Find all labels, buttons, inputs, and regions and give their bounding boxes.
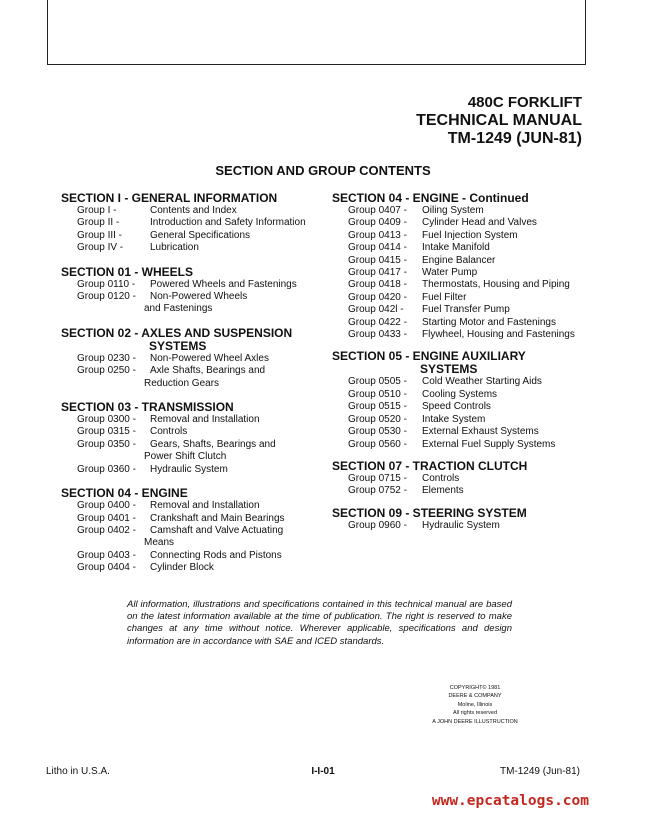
group-title: Contents and Index — [150, 205, 237, 216]
group-entry — [332, 267, 602, 279]
group-number: Group 0510 - — [348, 388, 407, 400]
group-number: Group I - — [77, 205, 117, 216]
group-title: Gears, Shafts, Bearings and — [150, 438, 276, 450]
group-entry — [61, 205, 331, 217]
group-entry — [332, 414, 602, 426]
group-number: Group 0404 - — [77, 562, 136, 574]
group-number: Group 0520 - — [348, 413, 407, 425]
section-title — [332, 192, 602, 205]
group-number: Group 0715 - — [348, 472, 407, 484]
copyright-line: COPYRIGHT© 1981 — [449, 685, 501, 691]
group-number: Group 0120 - — [77, 291, 136, 303]
section-block — [332, 507, 602, 532]
disclaimer-notice: All information, illustrations and specifications contained in this technical manual are based on the latest information available at the time of publication. The right is reserved to make changes at any time without notice. Wherever applicable, specifications and design information are in accordance with SAE and ICED standards. — [127, 599, 512, 647]
group-number: Group 0407 - — [348, 205, 407, 216]
group-number: Group 0360 - — [77, 463, 136, 475]
copyright-illustration: A JOHN DEERE ILLUSTRUCTION — [432, 718, 518, 725]
group-title: External Fuel Supply Systems — [422, 438, 556, 450]
group-number: Group 0230 - — [77, 352, 136, 364]
group-number: Group 0414 - — [348, 242, 407, 254]
group-number: Group 0505 - — [348, 376, 407, 388]
section-title-continued: SYSTEMS — [149, 338, 207, 353]
watermark-url[interactable]: www.epcatalogs.com — [431, 793, 589, 809]
group-title: Introduction and Safety Information — [150, 217, 306, 229]
copyright-location: Moline, Illinois — [457, 701, 493, 708]
header-frame — [47, 0, 586, 65]
group-number: Group 0433 - — [348, 329, 407, 341]
group-number: Group 0515 - — [348, 401, 407, 413]
section-title — [61, 327, 331, 353]
footer-printed-in: Litho in U.S.A. — [46, 766, 110, 777]
section-block — [61, 401, 331, 476]
group-entry — [61, 353, 331, 365]
group-entry — [332, 255, 602, 267]
group-title: Speed Controls — [422, 401, 491, 413]
group-entry — [332, 485, 602, 497]
group-title: Cold Weather Starting Aids — [422, 376, 542, 388]
group-entry — [332, 317, 602, 329]
group-title: Cooling Systems — [422, 388, 498, 400]
copyright-rights: All rights reserved — [452, 710, 498, 717]
group-number: Group 0417 - — [348, 267, 407, 279]
group-number: Group 0315 - — [77, 426, 136, 438]
group-entry — [61, 291, 331, 316]
section-block — [332, 192, 602, 341]
group-number: Group 0110 - — [77, 278, 136, 290]
group-entry — [332, 376, 602, 388]
group-title: Fuel Transfer Pump — [422, 304, 510, 316]
group-number: Group 0422 - — [348, 316, 407, 328]
section-title — [61, 487, 331, 500]
section-block — [61, 327, 331, 390]
group-number: Group 0530 - — [348, 426, 407, 438]
group-number: Group 0350 - — [77, 438, 136, 450]
group-number: Group II - — [77, 217, 120, 229]
group-entry — [332, 329, 602, 341]
group-number: Group 0403 - — [77, 549, 136, 561]
section-title-text: SECTION 05 - ENGINE AUXILIARY — [332, 349, 526, 364]
manual-number: TM-1249 (JUN-81) — [447, 130, 582, 147]
group-title: External Exhaust Systems — [422, 426, 539, 438]
group-entry — [332, 520, 602, 532]
section-title-text: SECTION 03 - TRANSMISSION — [61, 400, 234, 415]
group-number: Group 0250 - — [77, 365, 136, 377]
group-entry — [61, 242, 331, 254]
group-number: Group 0415 - — [348, 254, 407, 266]
group-number: Group 0560 - — [348, 438, 407, 450]
group-entry — [61, 414, 331, 426]
section-title-continued: SYSTEMS — [420, 362, 478, 377]
section-title-text: SECTION 09 - STEERING SYSTEM — [332, 505, 527, 520]
section-title — [332, 350, 602, 376]
section-title-text: SECTION 04 - ENGINE - Continued — [332, 191, 529, 205]
group-entry — [332, 473, 602, 485]
group-title-continued: Reduction Gears — [144, 377, 220, 389]
group-entry — [332, 217, 602, 229]
section-title-text: SECTION 01 - WHEELS — [61, 264, 194, 279]
manual-model-title: 480C FORKLIFT — [467, 94, 582, 111]
section-title — [332, 507, 602, 520]
group-number: Group 0409 - — [348, 217, 407, 229]
contents-left-column — [61, 192, 331, 575]
group-entry — [61, 365, 331, 390]
section-block — [332, 460, 602, 498]
footer-page-number: I-I-01 — [311, 766, 335, 777]
group-title: Non-Powered Wheel Axles — [150, 352, 269, 364]
section-title-text: SECTION 07 - TRACTION CLUTCH — [332, 458, 528, 473]
group-entry — [61, 217, 331, 229]
section-block — [61, 192, 331, 255]
group-title: Controls — [422, 472, 460, 484]
group-entry — [61, 513, 331, 525]
group-title: Intake Manifold — [422, 242, 490, 254]
group-title: Intake System — [422, 413, 486, 425]
group-title: Starting Motor and Fastenings — [422, 316, 556, 328]
group-number: Group 0401 - — [77, 512, 136, 524]
group-entry — [61, 500, 331, 512]
group-entry — [61, 230, 331, 242]
group-title: Lubrication — [150, 242, 199, 254]
group-number: Group 0402 - — [77, 524, 136, 536]
group-entry — [332, 401, 602, 413]
group-title: Connecting Rods and Pistons — [150, 549, 282, 561]
group-title: Controls — [150, 426, 188, 438]
group-title: Cylinder Head and Valves — [422, 217, 537, 229]
group-entry — [332, 205, 602, 217]
group-number: Group 042l - — [348, 304, 404, 316]
group-entry — [332, 292, 602, 304]
group-entry — [61, 562, 331, 574]
group-number: Group 0300 - — [77, 414, 136, 426]
group-title-continued: Means — [144, 537, 175, 549]
group-number: Group III - — [77, 229, 123, 241]
group-title: Thermostats, Housing and Piping — [422, 279, 570, 291]
group-title-continued: and Fastenings — [144, 303, 213, 315]
group-title: Oiling System — [422, 205, 484, 216]
group-entry — [332, 389, 602, 401]
section-title — [332, 460, 602, 473]
section-block — [61, 487, 331, 574]
group-number: Group 0418 - — [348, 279, 407, 291]
group-entry — [61, 550, 331, 562]
section-title — [61, 192, 331, 205]
group-number: Group 0420 - — [348, 291, 407, 303]
group-title: Crankshaft and Main Bearings — [150, 512, 285, 524]
group-title-continued: Power Shift Clutch — [144, 451, 227, 463]
group-entry — [61, 426, 331, 438]
group-entry — [332, 242, 602, 254]
group-title: Elements — [422, 485, 464, 497]
group-number: Group 0413 - — [348, 229, 407, 241]
group-number: Group 0400 - — [77, 500, 136, 512]
group-number: Group 0752 - — [348, 485, 407, 497]
copyright-block — [420, 684, 530, 726]
group-number: Group 0960 - — [348, 519, 407, 531]
group-entry — [61, 525, 331, 550]
group-title: Removal and Installation — [150, 500, 260, 512]
group-title: General Specifications — [150, 229, 251, 241]
group-title: Camshaft and Valve Actuating — [150, 524, 284, 536]
section-title-text: SECTION 02 - AXLES AND SUSPENSION — [61, 325, 293, 340]
section-title-text: SECTION I - GENERAL INFORMATION — [61, 191, 278, 205]
section-title — [61, 266, 331, 279]
group-entry — [332, 230, 602, 242]
group-title: Removal and Installation — [150, 414, 260, 426]
group-title: Cylinder Block — [150, 562, 214, 574]
manual-type-title: TECHNICAL MANUAL — [416, 112, 582, 129]
group-entry — [61, 464, 331, 476]
group-title: Hydraulic System — [150, 463, 228, 475]
contents-title: SECTION AND GROUP CONTENTS — [215, 163, 431, 178]
group-title: Engine Balancer — [422, 254, 496, 266]
copyright-company: DEERE & COMPANY — [448, 693, 502, 700]
group-title: Fuel Filter — [422, 291, 467, 303]
group-title: Powered Wheels and Fastenings — [150, 278, 297, 290]
group-entry — [332, 426, 602, 438]
section-block — [61, 266, 331, 316]
group-title: Non-Powered Wheels — [150, 291, 248, 303]
section-block — [332, 350, 602, 450]
group-number: Group IV - — [77, 242, 124, 254]
group-title: Flywheel, Housing and Fastenings — [422, 329, 575, 341]
footer-manual-id: TM-1249 (Jun-81) — [499, 766, 580, 777]
group-title: Fuel Injection System — [422, 229, 518, 241]
section-title — [61, 401, 331, 414]
group-title: Water Pump — [422, 267, 478, 279]
contents-right-column — [332, 192, 602, 532]
group-entry — [61, 279, 331, 291]
group-entry — [332, 279, 602, 291]
group-entry — [61, 439, 331, 464]
group-entry — [332, 439, 602, 451]
group-title: Axle Shafts, Bearings and — [150, 365, 266, 377]
group-title: Hydraulic System — [422, 519, 500, 531]
group-entry — [332, 304, 602, 316]
section-title-text: SECTION 04 - ENGINE — [61, 486, 188, 501]
